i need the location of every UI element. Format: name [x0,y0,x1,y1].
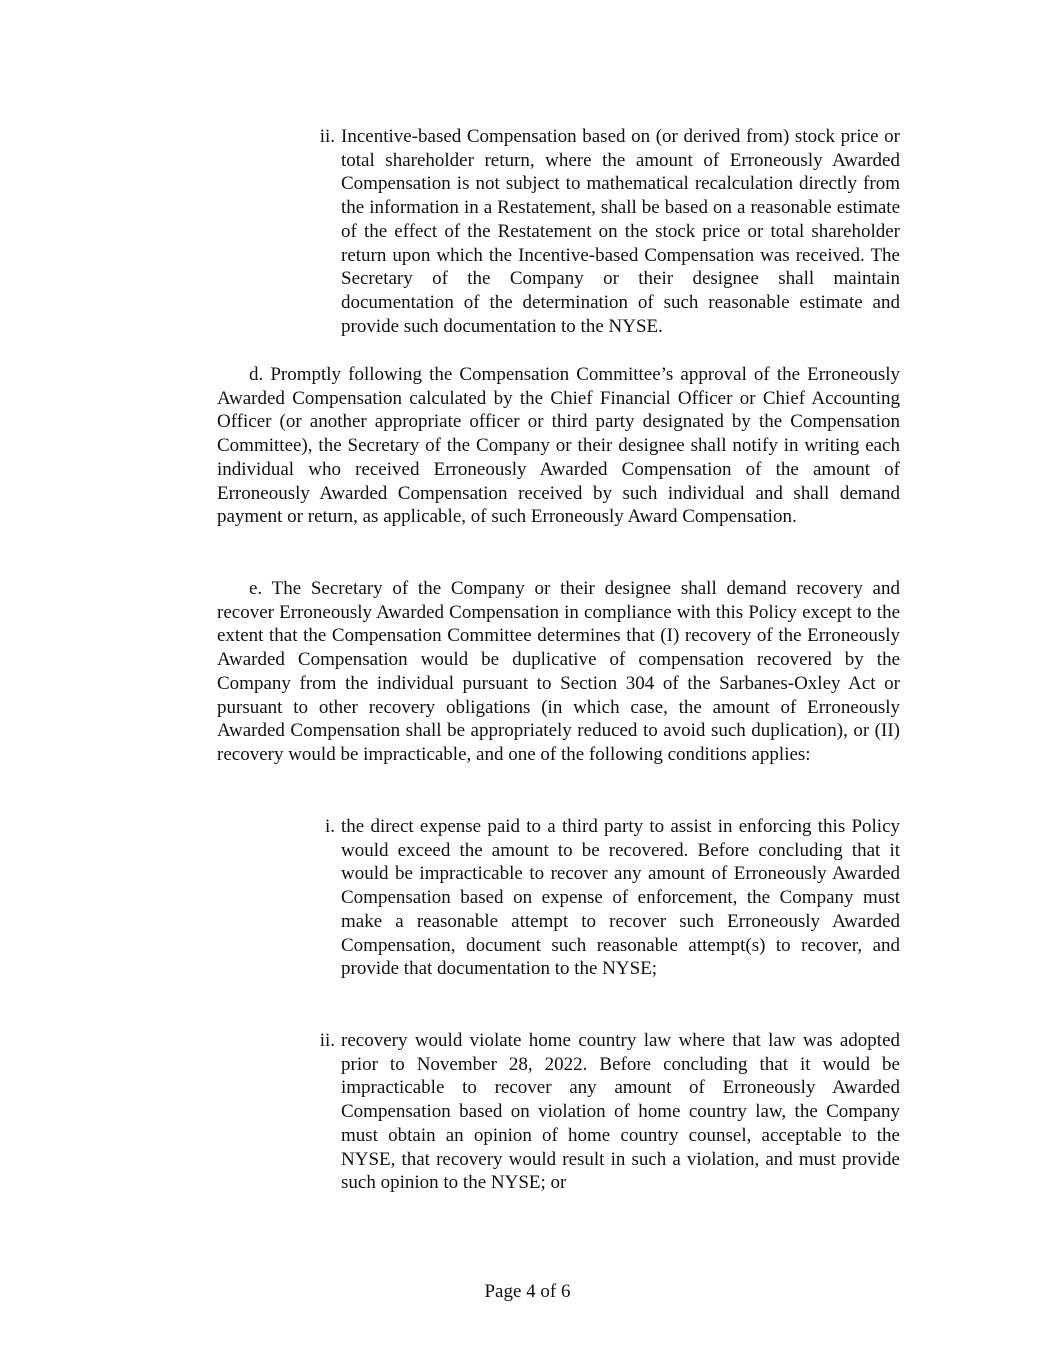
list-item-ii-home-country-law [319,1029,900,1195]
paragraph-d: d. Promptly following the Compensation Committee’s approval of the Erroneously Awarded Compensation calculated by the Chief Financial Officer or Chief Accounting Officer (or another appropriate officer or third party designated by the Compensation Committee), the Secretary of the Company or their designee shall notify in writing each individual who received Erroneously Awarded Compensation of the amount of Erroneously Awarded Compensation received by such individual and shall demand payment or return, as applicable, of such Erroneously Award Compensation. [217,364,900,528]
list-marker: ii. [319,126,335,147]
list-marker: ii. [319,1030,335,1051]
list-item-text: the direct expense paid to a third party to assist in enforcing this Policy would exceed the amount to be recovered. Before concluding that it would be impracticable to recover any amount of Erroneously Awarded Compensation based on expense of enforcement, the Company must make a reasonable attempt to recover such Erroneously Awarded Compensation, document such reasonable attempt(s) to recover, and provide that documentation to the NYSE; [341,816,900,980]
list-marker: i. [324,816,335,837]
paragraph-e: e. The Secretary of the Company or their designee shall demand recovery and recover Erroneously Awarded Compensation in compliance with this Policy except to the extent that the Compensation Committee determines that (I) recovery of the Erroneously Awarded Compensation would be duplicative of compensation recovered by the Company from the individual pursuant to Section 304 of the Sarbanes-Oxley Act or pursuant to other recovery obligations (in which case, the amount of Erroneously Awarded Compensation shall be appropriately reduced to avoid such duplication), or (II) recovery would be impracticable, and one of the following conditions applies: [217,578,900,765]
list-item-text: recovery would violate home country law where that law was adopted prior to November 28, 2022. Before concluding that it would be impracticable to recover any amount of Erroneously Awarded Compensation based on violation of home country law, the Company must obtain an opinion of home country counsel, acceptable to the NYSE, that recovery would result in such a violation, and must provide such opinion to the NYSE; or [341,1030,900,1194]
list-item-i-expense [324,815,900,981]
page-number: Page 4 of 6 [484,1281,571,1302]
list-item-ii-stock-price [319,125,900,338]
list-item-text: Incentive-based Compensation based on (or derived from) stock price or total shareholder return, where the amount of Erroneously Awarded Compensation is not subject to mathematical recalculation directly from the information in a Restatement, shall be based on a reasonable estimate of the effect of the Restatement on the stock price or total shareholder return upon which the Incentive-based Compensation was received. The Secretary of the Company or their designee shall maintain documentation of the determination of such reasonable estimate and provide such documentation to the NYSE. [341,126,900,337]
